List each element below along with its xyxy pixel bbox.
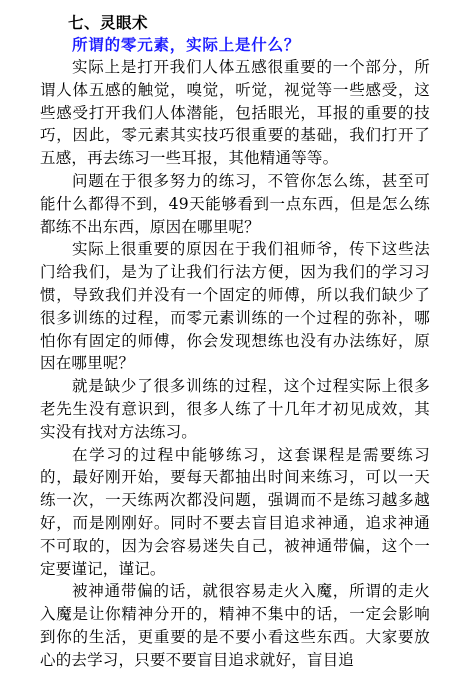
paragraph: 问题在于很多努力的练习，不管你怎么练，甚至可能什么都得不到，49天能够看到一点东西，但是怎么练都练不出东西，原因在哪里呢？ — [40, 171, 430, 236]
section-title: 七、灵眼术 — [68, 13, 149, 32]
question-heading: 所谓的零元素，实际上是什么？ — [72, 35, 301, 54]
paragraph: 在学习的过程中能够练习，这套课程是需要练习的，最好刚开始，要每天都抽出时间来练习，可以一天练一次，一天练两次都没问题，强调而不是练习越多越好，而是刚刚好。同时不要去盲目追求神通，追求神通不可取的，因为会容易迷失自己，被神通带偏，这个一定要谨记，谨记。 — [40, 445, 430, 578]
paragraph: 就是缺少了很多训练的过程，这个过程实际上很多老先生没有意识到，很多人练了十几年才初见成效，其实没有找对方法练习。 — [40, 377, 430, 441]
paragraph: 被神通带偏的话，就很容易走火入魔，所谓的走火入魔是让你精神分开的，精神不集中的话，一定会影响到你的生活，更重要的是不要小看这些东西。大家要放心的去学习，只要不要盲目追求就好，盲目追 — [40, 582, 430, 669]
paragraph: 实际上是打开我们人体五感很重要的一个部分，所谓人体五感的触觉，嗅觉，听觉，视觉等一些感受，这些感受打开我们人体潜能，包括眼光，耳报的重要的技巧，因此，零元素其实技巧很重要的基础，我们打开了五感，再去练习一些耳报，其他精通等等。 — [40, 58, 430, 168]
paragraph: 实际上很重要的原因在于我们祖师爷，传下这些法门给我们，是为了让我们行法方便，因为我们的学习习惯，导致我们并没有一个固定的师傅，所以我们缺少了很多训练的过程，而零元素训练的一个过程的弥补，哪怕你有固定的师傅，你会发现想练也没有办法练好，原因在哪里呢？ — [40, 240, 430, 373]
